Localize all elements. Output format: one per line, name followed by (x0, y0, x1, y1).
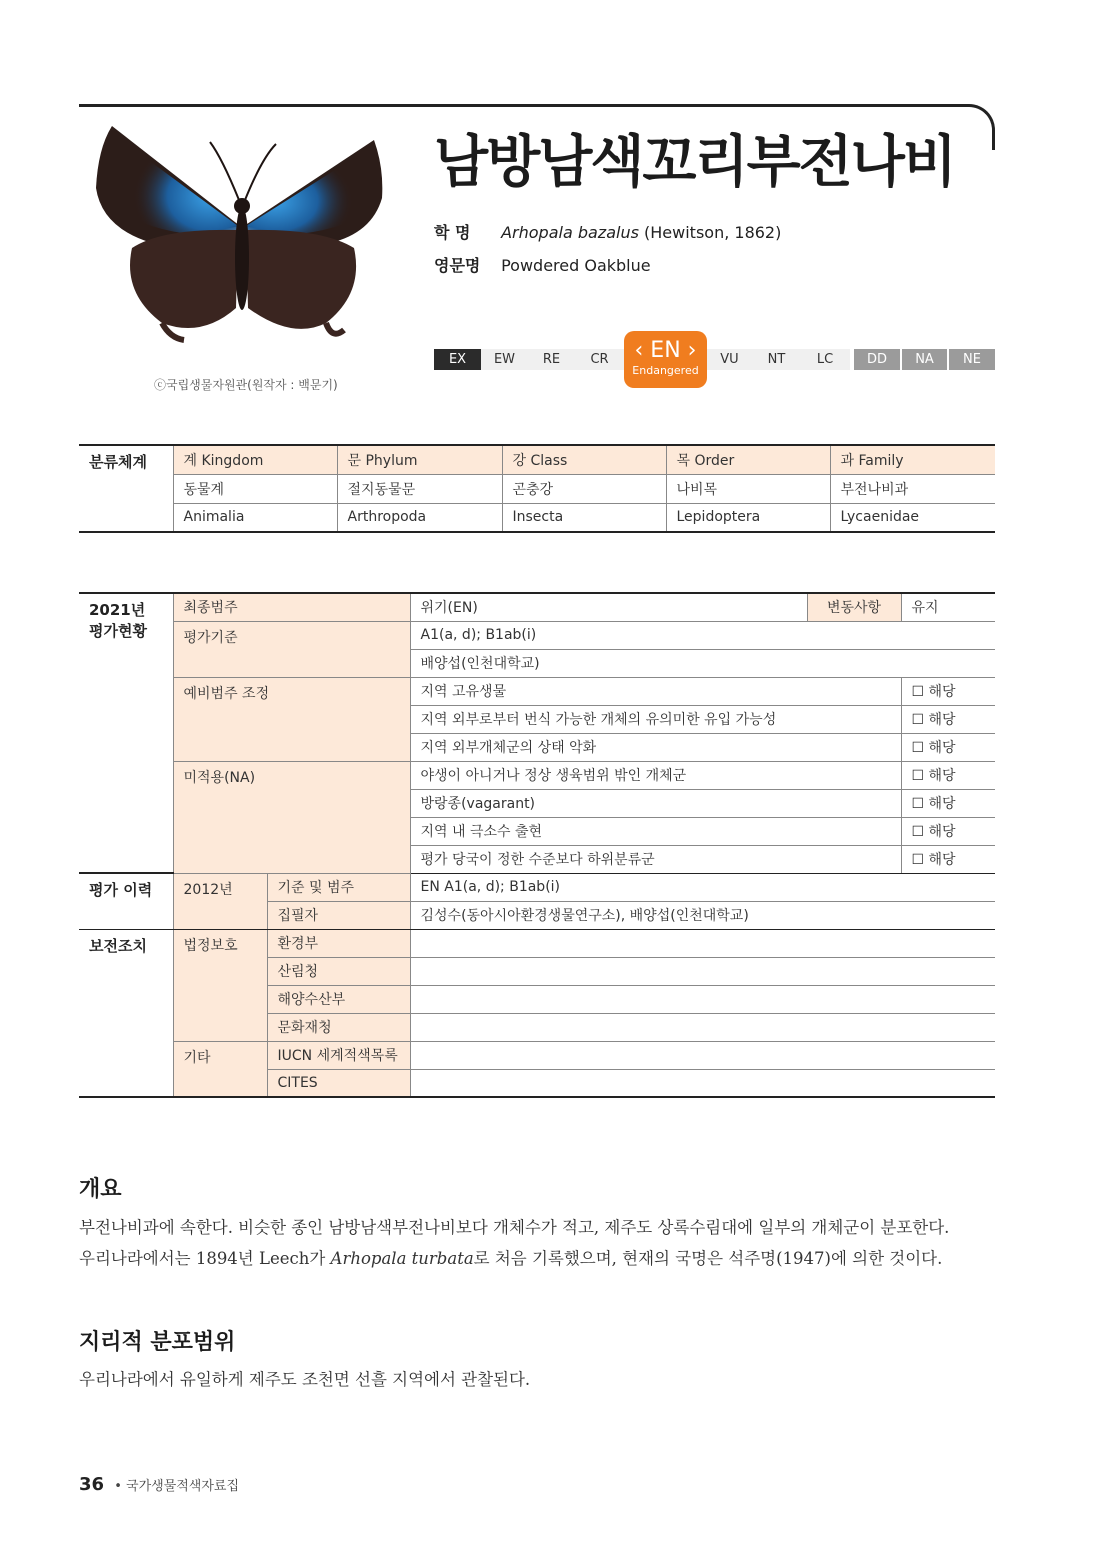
footer-bullet: • (114, 1479, 122, 1494)
category-ne: NE (949, 349, 995, 370)
change-value: 유지 (901, 593, 995, 621)
na-item: 방랑종(vagarant) (410, 789, 901, 817)
conservation-label: 보전조치 (79, 929, 173, 1097)
checkbox: ☐ 해당 (901, 817, 995, 845)
scientific-name-row (434, 220, 781, 243)
history-year: 2012년 (173, 873, 267, 929)
butterfly-photo (92, 118, 392, 358)
distribution-heading: 지리적 분포범위 (79, 1330, 236, 1355)
checkbox: ☐ 해당 (901, 789, 995, 817)
assessment-table (79, 592, 995, 1098)
category-ew: EW (481, 349, 528, 370)
history-criteria-label: 기준 및 범주 (267, 873, 410, 901)
taxonomy-header: 문 Phylum (337, 445, 502, 474)
taxonomy-korean: 부전나비과 (830, 474, 995, 503)
regional-item: 지역 외부로부터 번식 가능한 개체의 유의미한 유입 가능성 (410, 705, 901, 733)
taxonomy-korean: 나비목 (666, 474, 830, 503)
selected-category-badge (624, 331, 707, 388)
taxonomy-latin: Animalia (173, 503, 337, 532)
taxonomy-korean: 절지동물문 (337, 474, 502, 503)
legal-protection-label: 법정보호 (173, 929, 267, 1041)
regional-item: 지역 외부개체군의 상태 악화 (410, 733, 901, 761)
taxonomy-header: 계 Kingdom (173, 445, 337, 474)
legal-item: 환경부 (267, 929, 410, 957)
selected-category-code: ‹ EN › (634, 338, 697, 363)
distribution-text: 우리나라에서 유일하게 제주도 조천면 선흘 지역에서 관찰된다. (79, 1370, 531, 1389)
english-name: Powdered Oakblue (501, 256, 651, 275)
category-re: RE (528, 349, 575, 370)
assessor: 배양섭(인천대학교) (410, 649, 995, 677)
checkbox: ☐ 해당 (901, 845, 995, 873)
book-title: 국가생물적색자료집 (126, 1479, 240, 1494)
scientific-author: (Hewitson, 1862) (644, 223, 782, 242)
history-author-label: 집필자 (267, 901, 410, 929)
scientific-name: Arhopala bazalus (501, 223, 639, 242)
taxonomy-latin: Arthropoda (337, 503, 502, 532)
taxonomy-latin: Insecta (502, 503, 666, 532)
english-name-label: 영문명 (434, 256, 481, 275)
na-label: 미적용(NA) (173, 761, 410, 873)
category-ex: EX (434, 349, 481, 370)
history-criteria-value: EN A1(a, d); B1ab(i) (410, 873, 995, 901)
criteria-value: A1(a, d); B1ab(i) (410, 621, 995, 649)
category-scale (434, 349, 995, 370)
taxonomy-table (79, 444, 995, 533)
photo-credit: ⓒ국립생물자원관(원작자 : 백문기) (154, 378, 338, 392)
na-item: 지역 내 극소수 출현 (410, 817, 901, 845)
regional-adjust-label: 예비범주 조정 (173, 677, 410, 761)
overview-text: 부전나비과에 속한다. 비슷한 종인 남방남색부전나비보다 개체수가 적고, 제주도 상록수림대에 일부의 개체군이 분포한다. 우리나라에서는 1894년 Leech가 Arhopala turbata로 처음 기록했으며, 현재의 국명은 석주명(1947)에 의한 것이다. (79, 1218, 950, 1268)
history-author-value: 김성수(동아시아환경생물연구소), 배양섭(인천대학교) (410, 901, 995, 929)
na-item: 야생이 아니거나 정상 생육범위 밖인 개체군 (410, 761, 901, 789)
overview-heading: 개요 (79, 1177, 122, 1202)
selected-category-label: Endangered (632, 364, 699, 377)
legal-item: 산림청 (267, 957, 410, 985)
other-item: CITES (267, 1069, 410, 1097)
taxonomy-header: 강 Class (502, 445, 666, 474)
checkbox: ☐ 해당 (901, 677, 995, 705)
category-lc: LC (800, 349, 850, 370)
taxonomy-header: 목 Order (666, 445, 830, 474)
assessment-label: 2021년 평가현황 (79, 593, 173, 873)
criteria-label: 평가기준 (173, 621, 410, 677)
category-cr: CR (575, 349, 624, 370)
category-dd: DD (854, 349, 900, 370)
taxonomy-latin: Lycaenidae (830, 503, 995, 532)
page-number: 36 (79, 1474, 105, 1495)
page-footer (79, 1474, 239, 1495)
regional-item: 지역 고유생물 (410, 677, 901, 705)
final-category-label: 최종범주 (173, 593, 410, 621)
checkbox: ☐ 해당 (901, 761, 995, 789)
taxonomy-latin: Lepidoptera (666, 503, 830, 532)
legal-item: 해양수산부 (267, 985, 410, 1013)
other-item: IUCN 세계적색목록 (267, 1041, 410, 1069)
category-nt: NT (753, 349, 800, 370)
category-vu: VU (706, 349, 753, 370)
taxonomy-label: 분류체계 (79, 445, 173, 532)
final-category-value: 위기(EN) (410, 593, 807, 621)
checkbox: ☐ 해당 (901, 733, 995, 761)
taxonomy-header: 과 Family (830, 445, 995, 474)
change-label: 변동사항 (807, 593, 901, 621)
history-label: 평가 이력 (79, 873, 173, 929)
na-item: 평가 당국이 정한 수준보다 하위분류군 (410, 845, 901, 873)
scientific-name-label: 학 명 (434, 223, 471, 242)
taxonomy-korean: 곤충강 (502, 474, 666, 503)
page-title: 남방남색꼬리부전나비 (434, 130, 955, 195)
category-na: NA (902, 349, 947, 370)
other-label: 기타 (173, 1041, 267, 1097)
checkbox: ☐ 해당 (901, 705, 995, 733)
taxonomy-korean: 동물계 (173, 474, 337, 503)
legal-item: 문화재청 (267, 1013, 410, 1041)
english-name-row (434, 253, 651, 276)
